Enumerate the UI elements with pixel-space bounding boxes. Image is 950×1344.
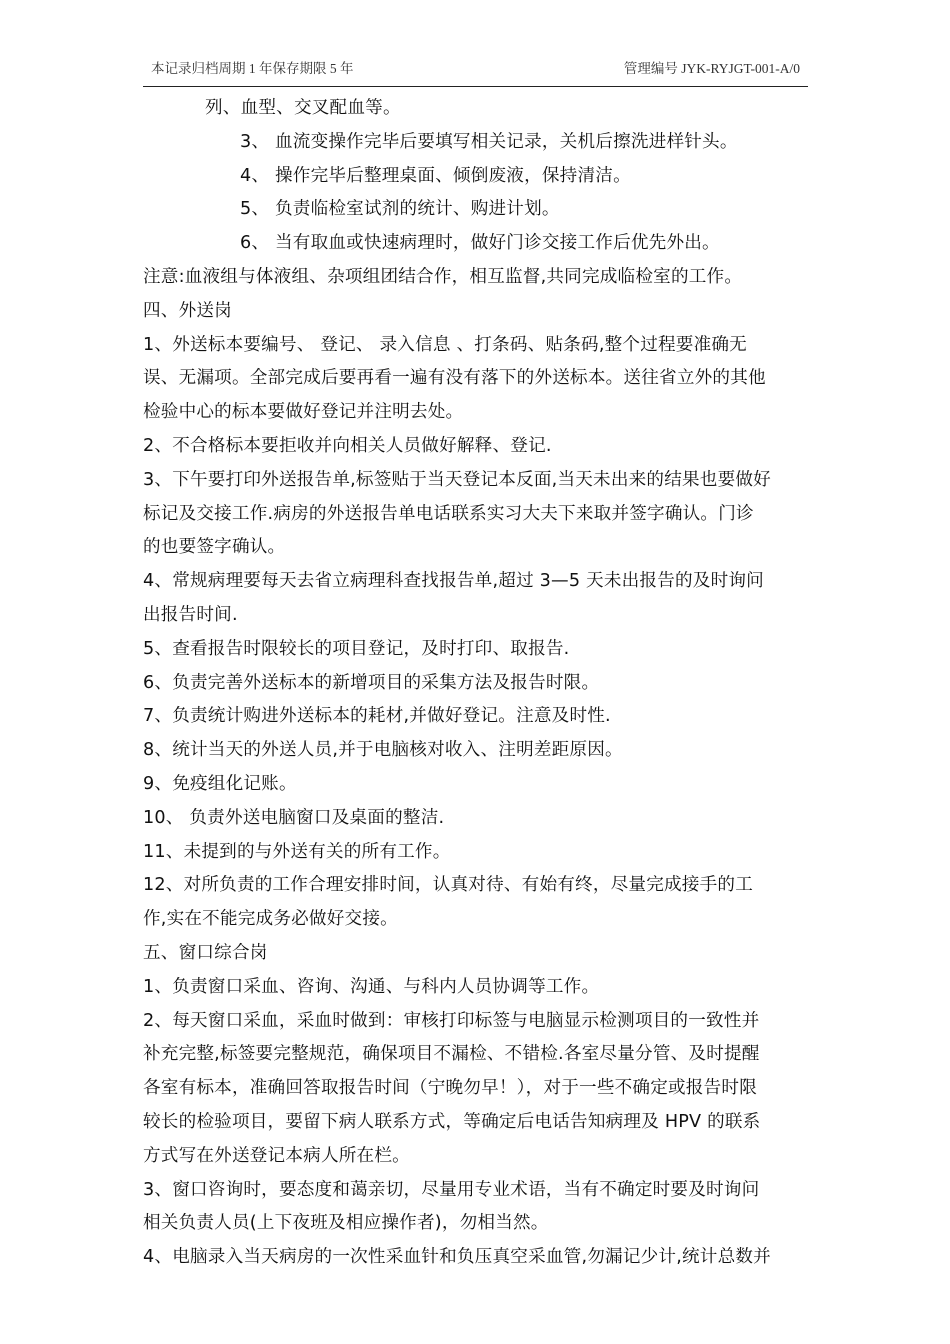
- text-line: 3、下午要打印外送报告单,标签贴于当天登记本反面,当天未出来的结果也要做好: [143, 469, 771, 490]
- text-line: 较长的检验项目，要留下病人联系方式，等确定后电话告知病理及 HPV 的联系: [143, 1111, 761, 1132]
- text-line: 各室有标本，准确回答取报告时间（宁晚勿早！），对于一些不确定或报告时限: [143, 1078, 757, 1099]
- text-line: 检验中心的标本要做好登记并注明去处。: [143, 402, 464, 423]
- text-line: 3、 血流变操作完毕后要填写相关记录，关机后擦洗进样针头。: [240, 131, 738, 152]
- management-code: 管理编号 JYK-RYJGT-001-A/0: [623, 61, 800, 76]
- text-line: 11、未提到的与外送有关的所有工作。: [143, 841, 451, 862]
- text-line: 相关负责人员(上下夜班及相应操作者)，勿相当然。: [143, 1213, 549, 1234]
- text-line: 2、每天窗口采血，采血时做到：审核打印标签与电脑显示检测项目的一致性并: [143, 1010, 760, 1031]
- text-line: 作,实在不能完成务必做好交接。: [143, 909, 398, 930]
- text-line: 12、对所负责的工作合理安排时间，认真对待、有始有终，尽量完成接手的工: [143, 875, 753, 896]
- text-line: 1、外送标本要编号、 登记、 录入信息 、打条码、贴条码,整个过程要准确无: [143, 334, 747, 355]
- text-line: 7、负责统计购进外送标本的耗材,并做好登记。注意及时性.: [143, 706, 611, 727]
- page-header: [143, 52, 808, 87]
- text-line: 6、 当有取血或快速病理时，做好门诊交接工作后优先外出。: [240, 233, 720, 254]
- text-line: 注意:血液组与体液组、杂项组团结合作，相互监督,共同完成临检室的工作。: [143, 266, 743, 287]
- archive-period-note: 本记录归档周期 1 年保存期限 5 年: [151, 61, 354, 76]
- text-line: 方式写在外送登记本病人所在栏。: [143, 1145, 410, 1166]
- text-line: 五、窗口综合岗: [143, 942, 268, 963]
- text-line: 1、负责窗口采血、咨询、沟通、与科内人员协调等工作。: [143, 976, 600, 997]
- text-line: 四、外送岗: [143, 300, 232, 321]
- text-line: 误、无漏项。全部完成后要再看一遍有没有落下的外送标本。送往省立外的其他: [143, 368, 766, 389]
- text-line: 标记及交接工作.病房的外送报告单电话联系实习大夫下来取并签字确认。门诊: [143, 503, 754, 524]
- text-line: 10、 负责外送电脑窗口及桌面的整洁.: [143, 807, 445, 828]
- text-line: 4、 操作完毕后整理桌面、倾倒废液，保持清洁。: [240, 165, 631, 186]
- text-line: 8、统计当天的外送人员,并于电脑核对收入、注明差距原因。: [143, 740, 623, 761]
- text-line: 补充完整,标签要完整规范，确保项目不漏检、不错检.各室尽量分管、及时提醒: [143, 1044, 760, 1065]
- text-line: 2、不合格标本要拒收并向相关人员做好解释、登记.: [143, 435, 552, 456]
- text-line: 4、电脑录入当天病房的一次性采血针和负压真空采血管,勿漏记少计,统计总数并: [143, 1247, 771, 1268]
- text-line: 出报告时间.: [143, 604, 238, 625]
- text-line: 3、窗口咨询时，要态度和蔼亲切，尽量用专业术语，当有不确定时要及时询问: [143, 1179, 760, 1200]
- document-body: [143, 92, 811, 1275]
- text-line: 9、免疫组化记账。: [143, 773, 297, 794]
- text-line: 列、血型、交叉配血等。: [205, 98, 401, 118]
- text-line: 4、常规病理要每天去省立病理科查找报告单,超过 3—5 天未出报告的及时询问: [143, 571, 764, 592]
- text-line: 6、负责完善外送标本的新增项目的采集方法及报告时限。: [143, 672, 600, 693]
- text-line: 的也要签字确认。: [143, 537, 286, 558]
- text-line: 5、查看报告时限较长的项目登记，及时打印、取报告.: [143, 638, 570, 659]
- text-line: 5、 负责临检室试剂的统计、购进计划。: [240, 199, 560, 220]
